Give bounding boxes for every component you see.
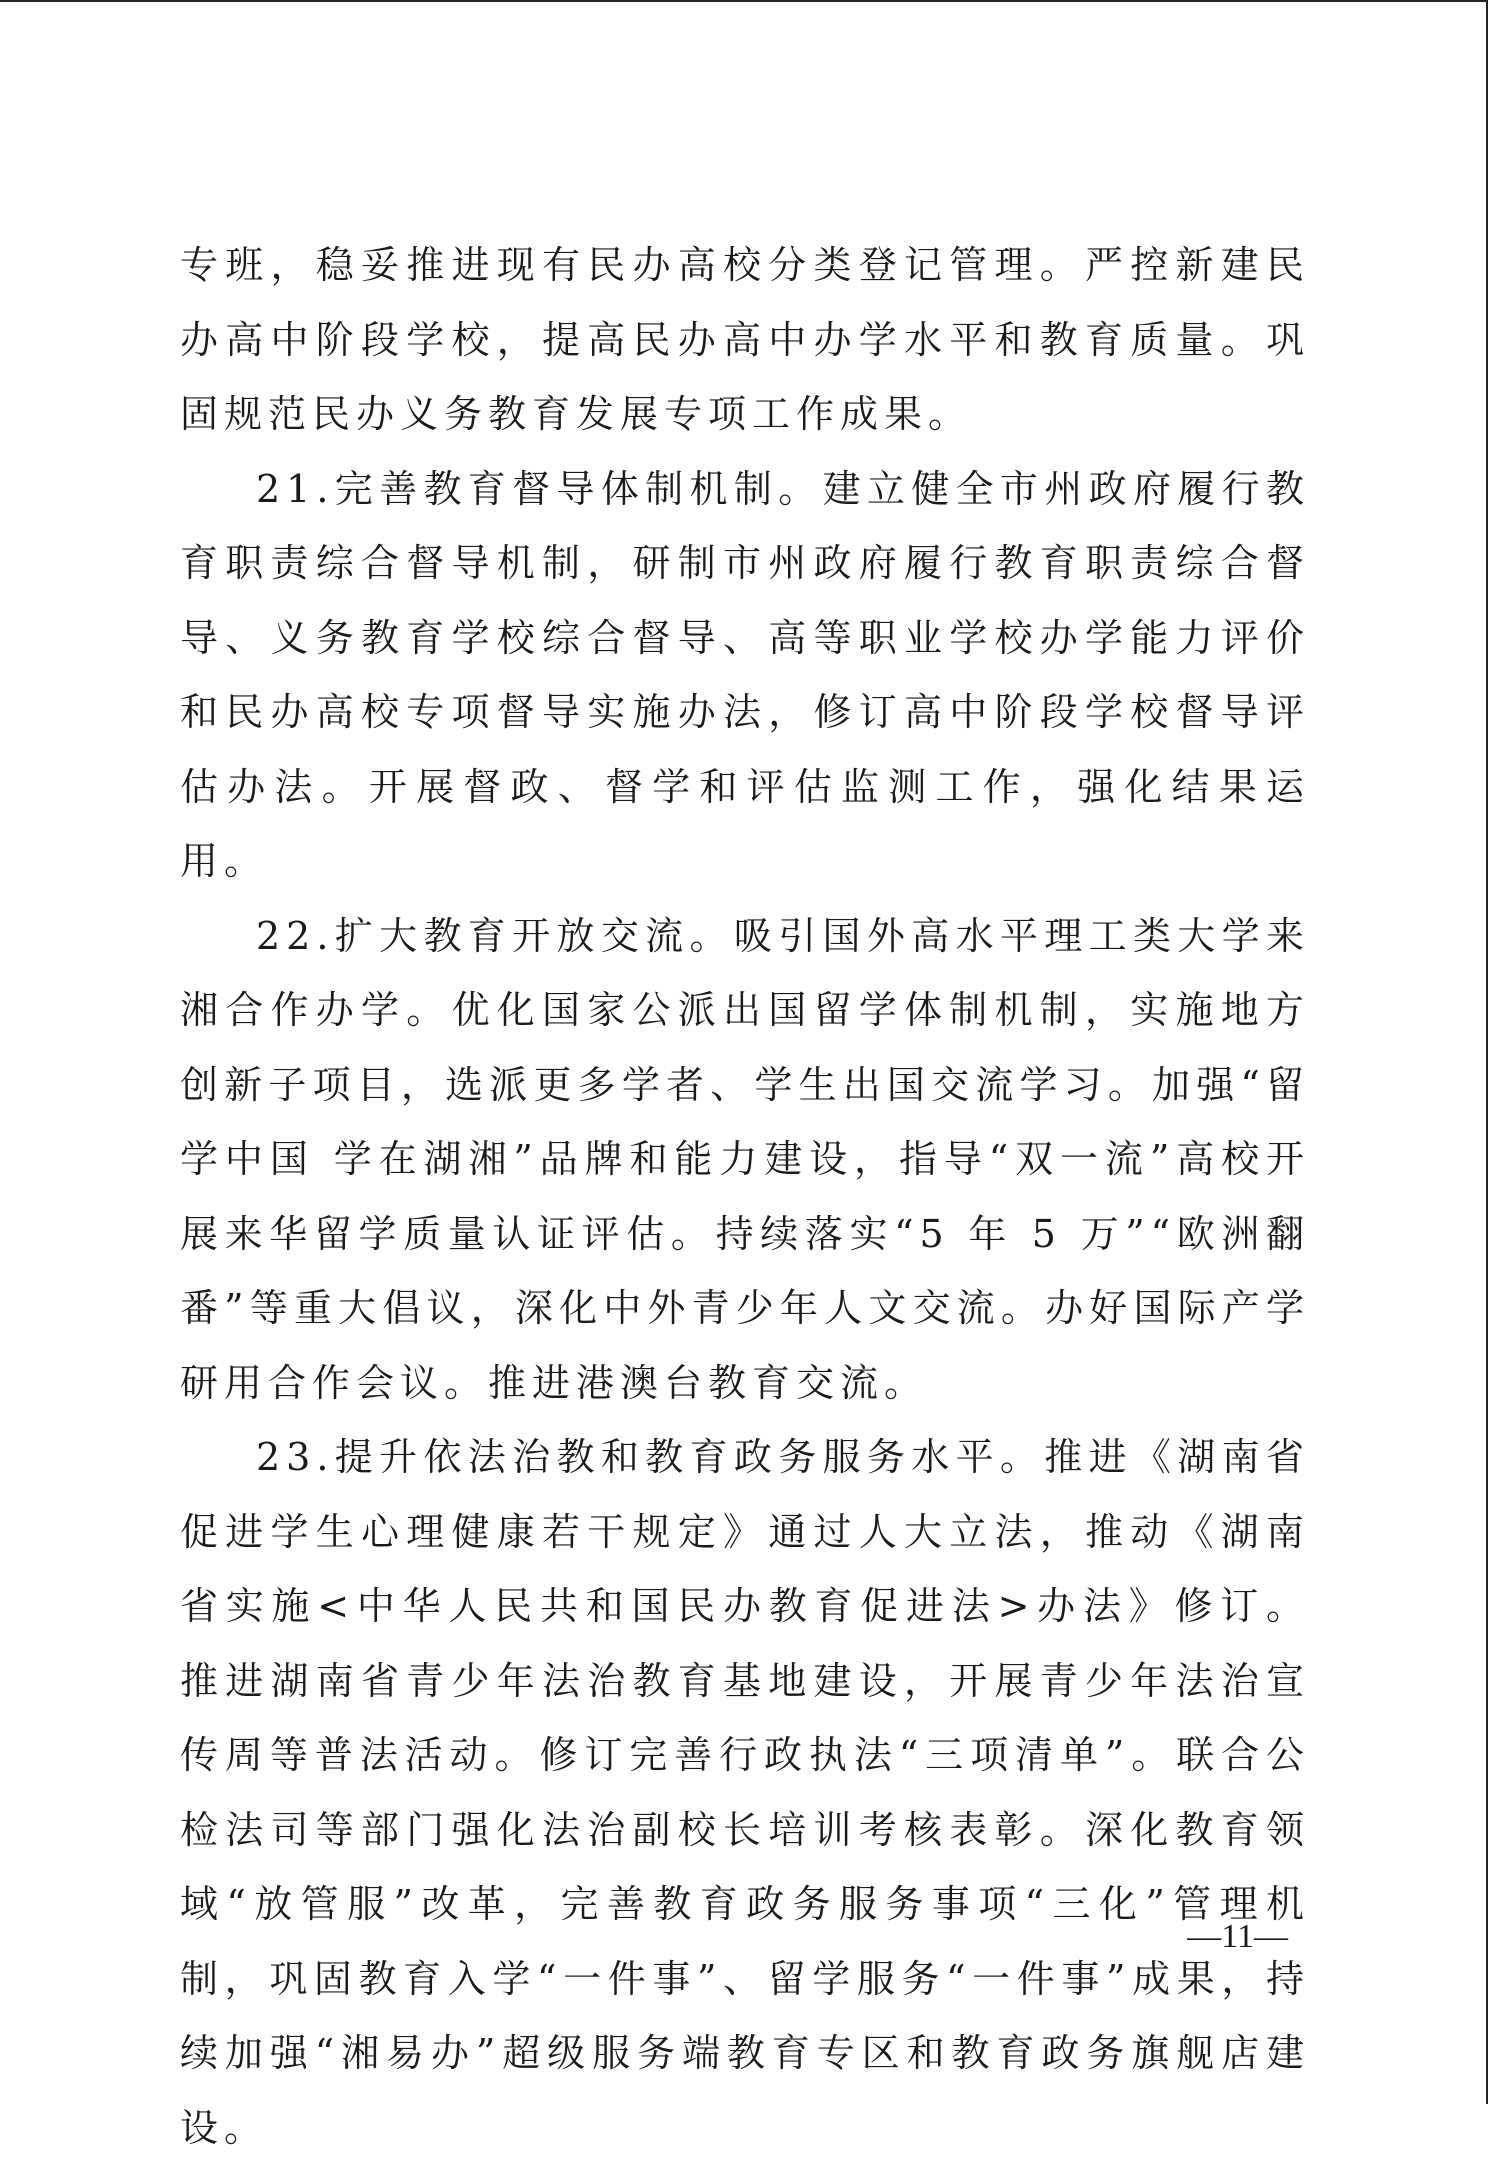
paragraph-continuation <box>180 228 1310 452</box>
paragraph-text: 建立健全市州政府履行教育职责综合督导机制，研制市州政府履行教育职责综合督导、义务教育学校综合督导、高等职业学校办学能力评价和民办高校专项督导实施办法，修订高中阶段学校督导评估办法。开展督政、督学和评估监测工作，强化结果运用。 <box>180 466 1310 883</box>
page-number: —11— <box>1187 1918 1288 1955</box>
paragraph-item-23 <box>180 1420 1310 2165</box>
paragraph-item-21 <box>180 452 1310 899</box>
item-heading: 23.提升依法治教和教育政务服务水平。 <box>256 1435 1045 1479</box>
paragraph-item-22 <box>180 899 1310 1421</box>
item-heading: 21.完善教育督导体制机制。 <box>256 466 823 511</box>
item-heading: 22.扩大教育开放交流。 <box>256 913 734 958</box>
body-text <box>180 228 1310 2165</box>
paragraph-text: 专班，稳妥推进现有民办高校分类登记管理。严控新建民办高中阶段学校，提高民办高中办学水平和教育质量。巩固规范民办义务教育发展专项工作成果。 <box>180 243 1310 436</box>
paragraph-text: 吸引国外高水平理工类大学来湘合作办学。优化国家公派出国留学体制机制，实施地方创新子项目，选派更多学者、学生出国交流学习。加强“留学中国 学在湖湘”品牌和能力建设，指导“双一流”高校开展来华留学质量认证评估。持续落实“5 年 5 万”“欧洲翻番”等重大倡议，深化中外青少年人文交流。办好国际产学研用合作会议。推进港澳台教育交流。 <box>180 913 1310 1405</box>
paragraph-text: 推进《湖南省促进学生心理健康若干规定》通过人大立法，推动《湖南省实施<中华人民共和国民办教育促进法>办法》修订。推进湖南省青少年法治教育基地建设，开展青少年法治宣传周等普法活动。修订完善行政执法“三项清单”。联合公检法司等部门强化法治副校长培训考核表彰。深化教育领域“放管服”改革，完善教育政务服务事项“三化”管理机制，巩固教育入学“一件事”、留学服务“一件事”成果，持续加强“湘易办”超级服务端教育专区和教育政务旗舰店建设。 <box>180 1435 1310 2150</box>
